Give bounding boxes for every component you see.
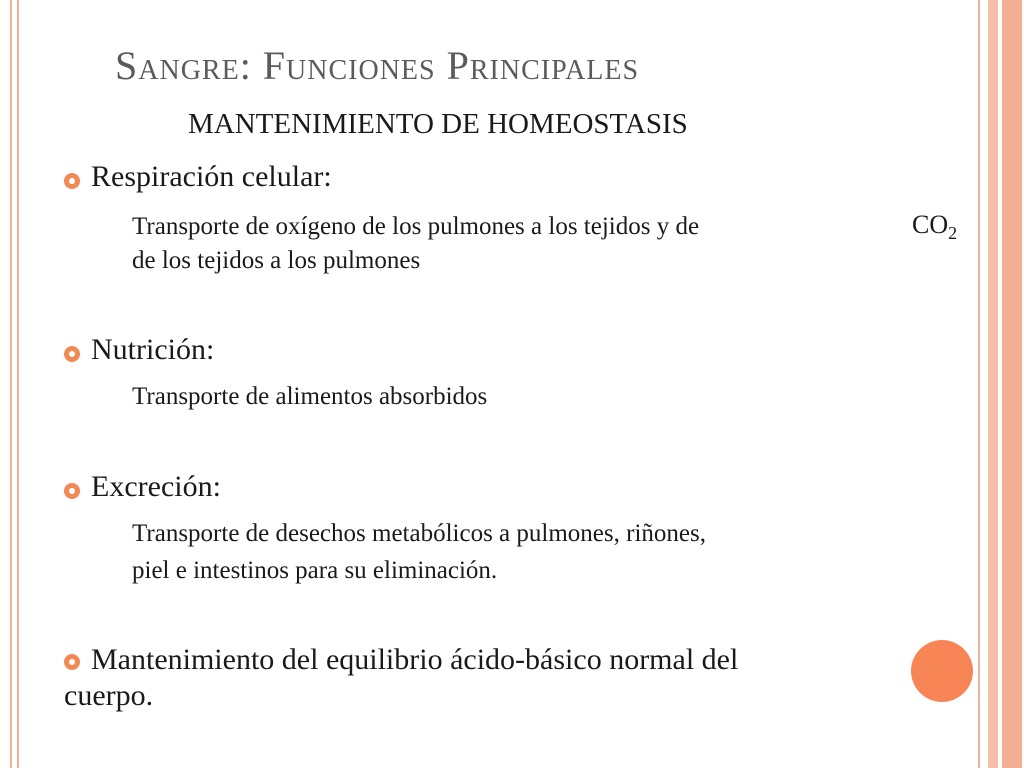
item-detail-excrecion-line-1: Transporte de desechos metabólicos a pulmones, riñones, [132,520,706,547]
left-frame-decoration [10,0,19,768]
orange-circle-decoration [911,640,973,702]
item-equilibrio [64,642,964,714]
co2-formula [912,210,957,244]
item-equilibrio-line-1: Mantenimiento del equilibrio ácido-básico normal del [91,643,739,676]
bullet-icon [64,483,80,499]
right-frame-decoration [978,0,1024,768]
bullet-icon [64,173,80,189]
item-detail-nutricion-line-1: Transporte de alimentos absorbidos [132,383,488,410]
item-equilibrio-line-2: cuerpo. [64,679,154,712]
item-heading-respiracion: Respiración celular: [91,160,332,193]
bullet-icon [64,346,80,362]
item-detail-respiracion-line-2: de los tejidos a los pulmones [132,247,421,274]
item-detail-excrecion-line-2: piel e intestinos para su eliminación. [132,557,498,584]
right-frame-band-inner [988,0,998,768]
slide-title: Sangre: Funciones Principales [115,43,640,88]
co2-formula-subscript: 2 [948,223,958,243]
slide-subtitle: MANTENIMIENTO DE HOMEOSTASIS [188,108,688,140]
right-frame-band-outer [1002,0,1022,768]
co2-formula-base: CO [912,210,949,239]
item-heading-excrecion: Excreción: [91,470,221,503]
item-detail-respiracion-line-1: Transporte de oxígeno de los pulmones a los tejidos y de [132,213,700,240]
item-heading-nutricion: Nutrición: [91,333,215,366]
